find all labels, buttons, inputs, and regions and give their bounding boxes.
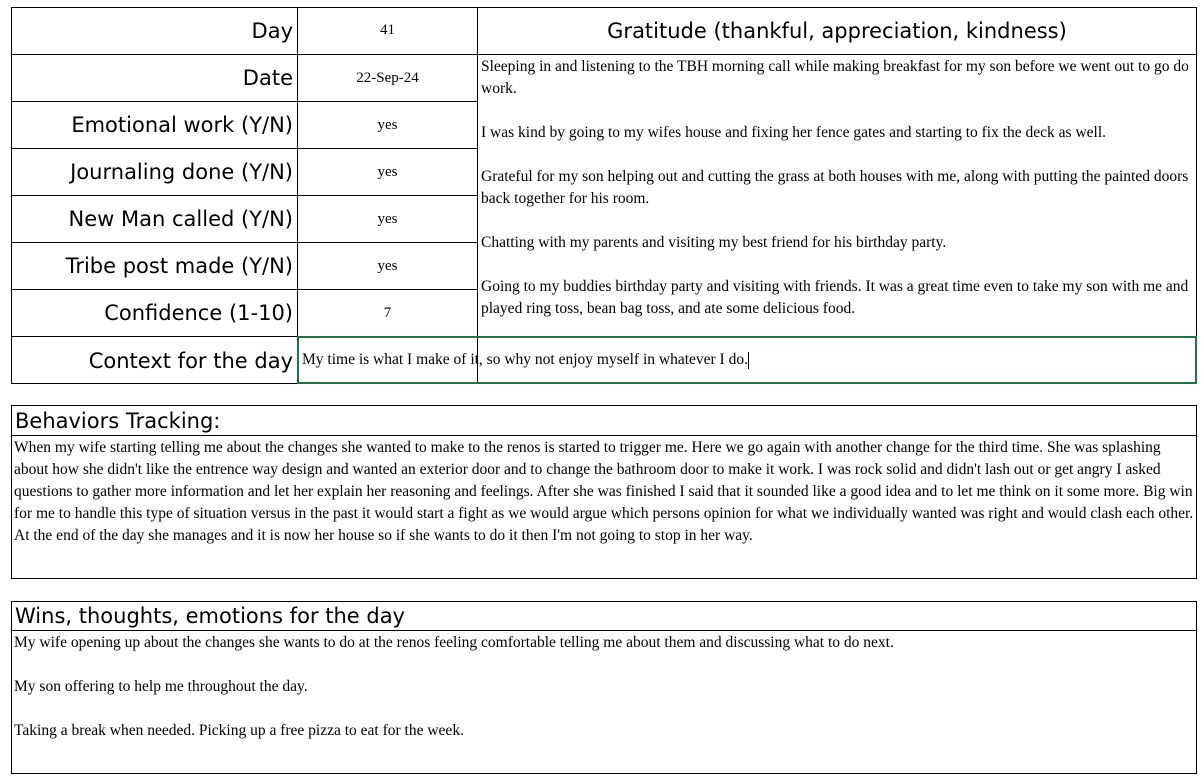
gratitude-title: Gratitude (thankful, appreciation, kindness)	[607, 19, 1067, 43]
emotional-work-value[interactable]: yes	[377, 116, 398, 133]
gratitude-entry: I was kind by going to my wifes house and fixing her fence gates and starting to fix the deck as well.	[481, 124, 1107, 141]
journaling-done-label: Journaling done (Y/N)	[70, 160, 293, 184]
gratitude-entry: Grateful for my son helping out and cutting the grass at both houses with me, along with putting the painted doors back together for his room.	[481, 168, 1189, 207]
date-value[interactable]: 22-Sep-24	[356, 69, 419, 86]
gratitude-entry: Going to my buddies birthday party and visiting with friends. It was a great time even to take my son with me and played ring toss, bean bag toss, and ate some delicious food.	[481, 278, 1189, 317]
wins-title: Wins, thoughts, emotions for the day	[15, 604, 405, 628]
emotional-work-label: Emotional work (Y/N)	[71, 113, 293, 137]
context-value-cell[interactable]	[297, 336, 1197, 384]
day-value[interactable]: 41	[380, 22, 395, 38]
text-cursor	[748, 352, 749, 369]
context-label: Context for the day	[88, 348, 293, 373]
behaviors-text: When my wife starting telling me about the changes she wanted to make to the renos is started to trigger me. Here we go again with another change for the third time. She was splashing about how she didn't like the entrence way design and wanted an exterior door and to change the bathroom door to make it work. I was rock solid and didn't lash out or get angry I asked questions to gather more information and let her explain her reasoning and feelings. After she was finished I said that it sounded like a good idea and to let me think on it some more. Big win for me to handle this type of situation versus in the past it would start a fight as we would argue which persons opinion for what we individually wanted was right and would clash each other. At the end of the day she manages and it is now her house so if she wants to do it then I'm not going to stop in her way.	[14, 439, 1194, 544]
behaviors-title: Behaviors Tracking:	[15, 409, 221, 433]
behaviors-title-line	[11, 435, 1197, 436]
behaviors-text-cell[interactable]	[14, 437, 1194, 577]
tribe-post-made-value[interactable]: yes	[377, 257, 398, 274]
confidence-label: Confidence (1-10)	[104, 301, 293, 325]
gratitude-entries[interactable]	[481, 56, 1193, 336]
new-man-called-label: New Man called (Y/N)	[68, 207, 293, 231]
gratitude-title-line	[478, 54, 1197, 55]
wins-entry: My wife opening up about the changes she wants to do at the renos feeling comfortable telling me about them and discussing what to do next.	[14, 634, 894, 651]
journaling-done-value[interactable]: yes	[377, 163, 398, 180]
wins-entry: My son offering to help me throughout the day.	[14, 678, 308, 695]
gratitude-entry: Chatting with my parents and visiting my best friend for his birthday party.	[481, 234, 947, 251]
day-label: Day	[251, 18, 293, 43]
wins-entries[interactable]	[14, 632, 1194, 772]
wins-title-line	[11, 630, 1197, 631]
date-label: Date	[242, 66, 293, 90]
tribe-post-made-label: Tribe post made (Y/N)	[65, 254, 293, 278]
context-value: My time is what I make of it, so why not enjoy myself in whatever I do.	[302, 351, 748, 368]
new-man-called-value[interactable]: yes	[377, 210, 398, 227]
gratitude-entry: Sleeping in and listening to the TBH morning call while making breakfast for my son before we went out to go do work.	[481, 58, 1189, 97]
wins-entry: Taking a break when needed. Picking up a free pizza to eat for the week.	[14, 722, 464, 739]
confidence-value[interactable]: 7	[383, 304, 392, 321]
